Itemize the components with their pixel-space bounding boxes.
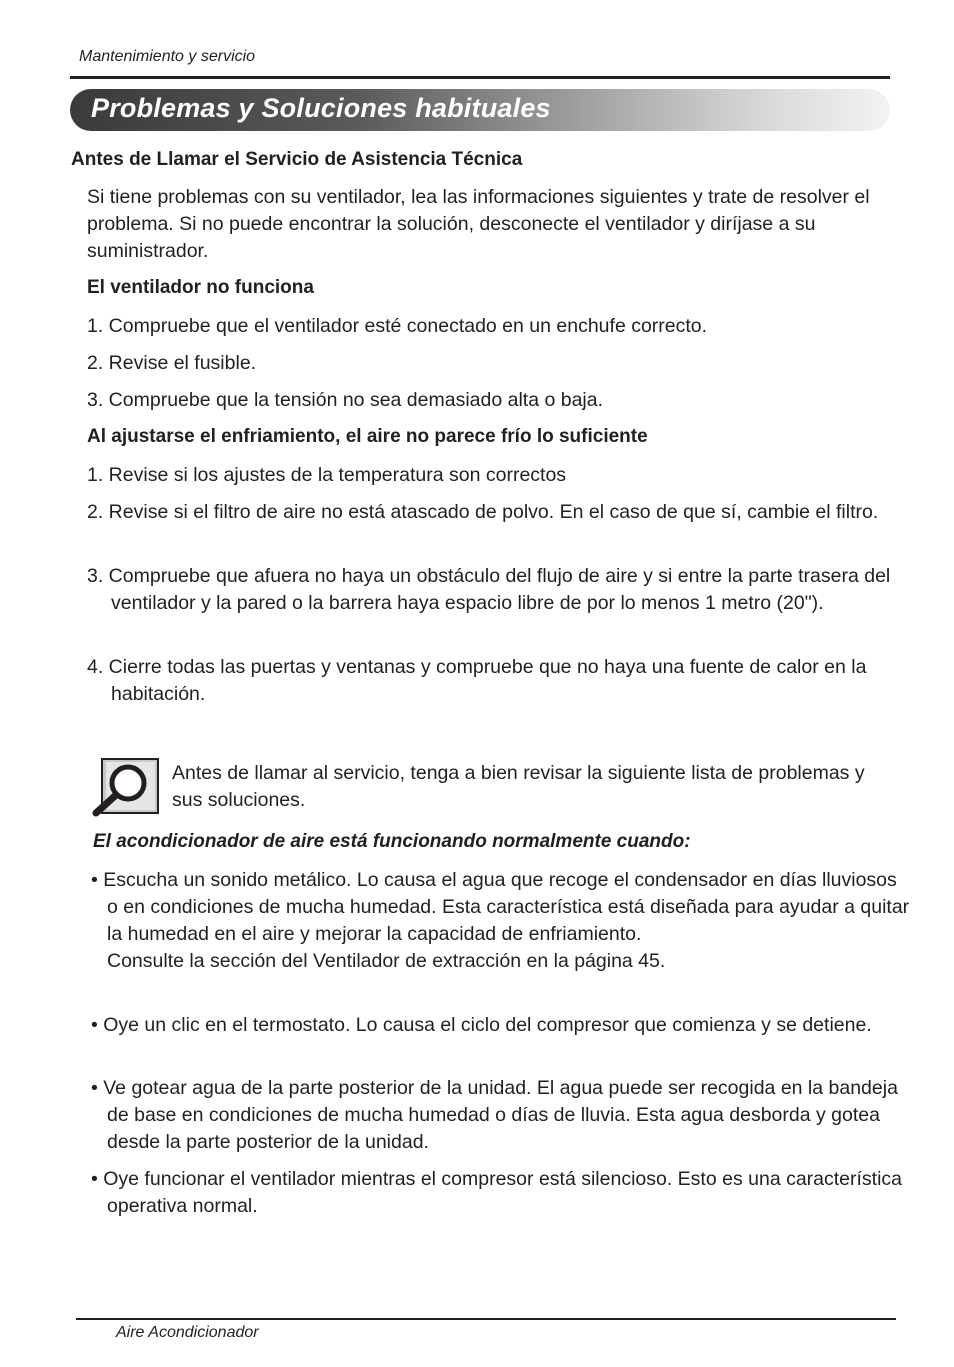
list-item: 1. Compruebe que el ventilador esté conectado en un enchufe correcto. xyxy=(87,315,708,337)
footer-rule xyxy=(76,1318,896,1320)
list-item: 2. Revise si el filtro de aire no está atascado de polvo. En el caso de que sí, cambie el filtro. xyxy=(87,501,879,523)
section1-heading: El ventilador no funciona xyxy=(87,277,314,298)
bullet-item: • Oye funcionar el ventilador mientras el compresor está silencioso. Esto es una característica operativa normal. xyxy=(91,1168,903,1217)
intro-paragraph: Si tiene problemas con su ventilador, lea las informaciones siguientes y trate de resolver el problema. Si no puede encontrar la solución, desconecte el ventilador y diríjase a su suministrador. xyxy=(87,186,870,262)
bullet-item xyxy=(91,867,913,975)
list-item: 3. Compruebe que afuera no haya un obstáculo del flujo de aire y si entre la parte trasera del ventilador y la pared o la barrera haya espacio libre de por lo menos 1 metro (20"). xyxy=(87,565,891,614)
list-item: 3. Compruebe que la tensión no sea demasiado alta o baja. xyxy=(87,389,604,411)
list-item: 1. Revise si los ajustes de la temperatura son correctos xyxy=(87,464,567,486)
bullet-item: • Oye un clic en el termostato. Lo causa el ciclo del compresor que comienza y se detiene. xyxy=(91,1014,872,1036)
page-reference: Consulte la sección del Ventilador de extracción en la página 45. xyxy=(107,950,666,972)
list-item: 2. Revise el fusible. xyxy=(87,352,257,374)
note-text: Antes de llamar al servicio, tenga a bien revisar la siguiente lista de problemas y sus soluciones. xyxy=(172,762,865,811)
title-banner xyxy=(70,89,890,131)
section-header: Mantenimiento y servicio xyxy=(79,48,256,65)
section2-heading: Al ajustarse el enfriamiento, el aire no parece frío lo suficiente xyxy=(87,426,648,447)
header-rule xyxy=(70,76,890,79)
bullet-text: • Escucha un sonido metálico. Lo causa el agua que recoge el condensador en días lluviosos o en condiciones de mucha humedad. Esta característica está diseñada para ayudar a quitar la humedad en el aire y mejorar la capacidad de enfriamiento. xyxy=(91,869,910,945)
footer-label: Aire Acondicionador xyxy=(116,1324,259,1341)
normal-operation-heading: El acondicionador de aire está funcionando normalmente cuando: xyxy=(93,831,691,852)
list-item: 4. Cierre todas las puertas y ventanas y compruebe que no haya una fuente de calor en la habitación. xyxy=(87,656,867,705)
page-title: Problemas y Soluciones habituales xyxy=(91,93,551,123)
bullet-item: • Ve gotear agua de la parte posterior de la unidad. El agua puede ser recogida en la bandeja de base en condiciones de mucha humedad o días de lluvia. Esta agua desborda y gotea desde la parte posterior de la unidad. xyxy=(91,1077,898,1153)
magnifier-icon xyxy=(92,757,160,817)
intro-heading: Antes de Llamar el Servicio de Asistencia Técnica xyxy=(71,149,523,170)
